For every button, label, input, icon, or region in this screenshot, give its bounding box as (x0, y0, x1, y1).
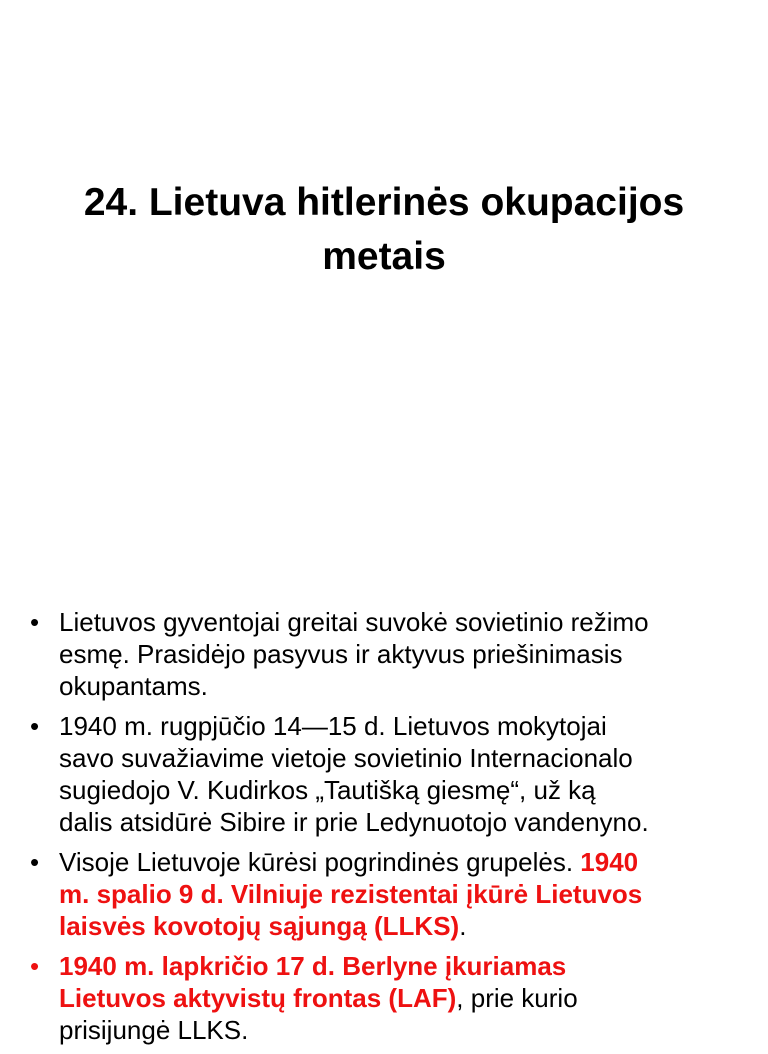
bullet-text-line (59, 910, 755, 942)
bullet-dot-icon: • (30, 847, 40, 877)
bullet-dot-icon: • (30, 711, 40, 741)
bullet-item (30, 950, 755, 1046)
bullet-text: Visoje Lietuvoje kūrėsi pogrindinės grupelės. (59, 847, 581, 877)
highlighted-text: 1940 (580, 847, 639, 877)
slide-title-line-2: metais (322, 235, 446, 278)
highlighted-text: laisvės kovotojų sąjungą (LLKS) (59, 911, 460, 941)
bullet-text-line: Lietuvos gyventojai greitai suvokė sovietinio režimo (59, 607, 649, 637)
bullet-list (30, 606, 755, 1054)
bullet-text-line: okupantams. (59, 671, 208, 701)
bullet-item (30, 606, 755, 702)
bullet-text-line (59, 982, 755, 1014)
highlighted-text: m. spalio 9 d. Vilniuje rezistentai įkūrė Lietuvos (59, 879, 643, 909)
slide-title (0, 176, 768, 284)
highlighted-text: 1940 m. lapkričio 17 d. Berlyne įkuriamas (59, 951, 567, 981)
bullet-text-line: savo suvažiavime vietoje sovietinio Internacionalo (59, 743, 633, 773)
bullet-text-line: 1940 m. rugpjūčio 14—15 d. Lietuvos mokytojai (59, 711, 607, 741)
highlighted-text: Lietuvos aktyvistų frontas (LAF) (59, 983, 457, 1013)
bullet-item (30, 846, 755, 942)
bullet-dot-icon: • (30, 607, 40, 637)
bullet-dot-icon: • (30, 951, 40, 981)
bullet-text-line: esmę. Prasidėjo pasyvus ir aktyvus priešinimasis (59, 639, 623, 669)
bullet-text-line: dalis atsidūrė Sibire ir prie Ledynuotojo vandenyno. (59, 807, 649, 837)
bullet-text: . (459, 911, 467, 941)
bullet-text: , prie kurio (456, 983, 578, 1013)
bullet-text-line: prisijungė LLKS. (59, 1015, 249, 1045)
bullet-text-line (59, 846, 755, 878)
bullet-text-line: sugiedojo V. Kudirkos „Tautišką giesmę“, už ką (59, 775, 596, 805)
bullet-item (30, 710, 755, 838)
slide-title-line-1: 24. Lietuva hitlerinės okupacijos (83, 181, 685, 224)
